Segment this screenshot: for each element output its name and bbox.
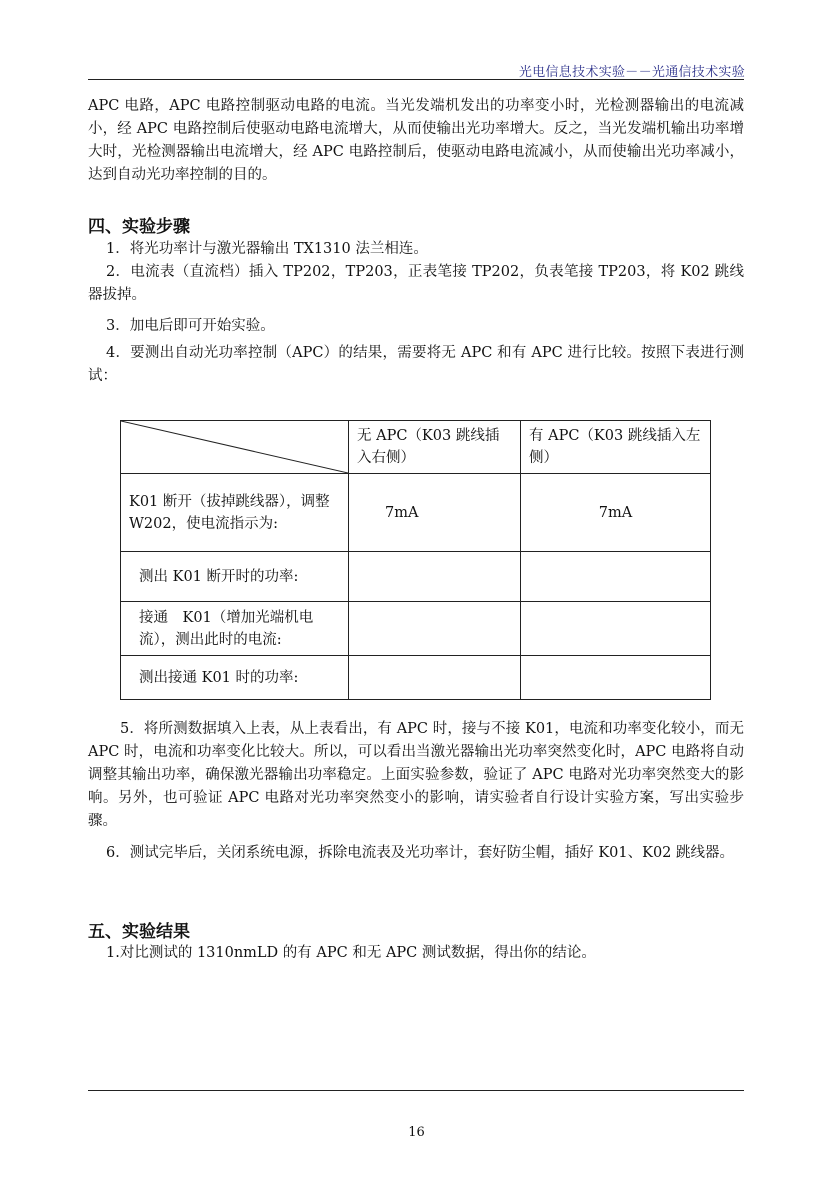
result-item-1: 1.对比测试的 1310nmLD 的有 APC 和无 APC 测试数据，得出你的结论。	[106, 945, 596, 961]
row-label: 接通 K01（增加光端机电流），测出此时的电流:	[121, 602, 349, 656]
cell-with-apc	[521, 656, 711, 700]
header-rule	[88, 79, 744, 80]
header-with-apc: 有 APC（K03 跳线插入左侧）	[521, 421, 711, 474]
step-3: 3．加电后即可开始实验。	[106, 318, 275, 334]
cell-with-apc	[521, 552, 711, 602]
diagonal-header-cell	[121, 421, 349, 474]
diagonal-line	[121, 421, 348, 473]
row-label: 测出接通 K01 时的功率:	[121, 656, 349, 700]
cell-with-apc	[521, 602, 711, 656]
cell-no-apc	[349, 552, 521, 602]
cell-no-apc	[349, 602, 521, 656]
step-5: 5．将所测数据填入上表，从上表看出，有 APC 时，接与不接 K01，电流和功率变化较小，而无 APC 时，电流和功率变化比较大。所以，可以看出当激光器输出光功率突然变化时，APC 电路将自动调整其输出功率，确保激光器输出功率稳定。上面实验参数，验证了 APC 电路对光功率突然变大的影响。另外，也可验证 APC 电路对光功率突然变小的影响，请实验者自行设计实验方案，写出实验步骤。	[88, 721, 744, 829]
table-row	[121, 474, 711, 552]
section-title-steps: 四、实验步骤	[88, 217, 190, 237]
cell-no-apc: 7mA	[349, 474, 521, 552]
header-no-apc: 无 APC（K03 跳线插入右侧）	[349, 421, 521, 474]
table-header-row	[121, 421, 711, 474]
step-4: 4．要测出自动光功率控制（APC）的结果，需要将无 APC 和有 APC 进行比较。按照下表进行测试：	[88, 345, 744, 384]
cell-with-apc: 7mA	[521, 474, 711, 552]
footer-rule	[88, 1090, 744, 1091]
table-row	[121, 656, 711, 700]
row-label: 测出 K01 断开时的功率:	[121, 552, 349, 602]
step-1: 1．将光功率计与激光器输出 TX1310 法兰相连。	[106, 241, 428, 257]
cell-no-apc	[349, 656, 521, 700]
measurement-table	[120, 420, 711, 700]
row-label: K01 断开（拔掉跳线器），调整 W202，使电流指示为:	[121, 474, 349, 552]
running-header: 光电信息技术实验－－光通信技术实验	[518, 65, 745, 80]
step-2: 2．电流表（直流档）插入 TP202，TP203，正表笔接 TP202，负表笔接 TP203，将 K02 跳线器拔掉。	[88, 264, 744, 303]
table-row	[121, 552, 711, 602]
page-number: 16	[408, 1125, 425, 1140]
table-row	[121, 602, 711, 656]
intro-paragraph: APC 电路，APC 电路控制驱动电路的电流。当光发端机发出的功率变小时，光检测器输出的电流减小，经 APC 电路控制后使驱动电路电流增大，从而使输出光功率增大。反之，当光发端机输出功率增大时，光检测器输出电流增大，经 APC 电路控制后，使驱动电路电流减小，从而使输出光功率减小，达到自动光功率控制的目的。	[88, 98, 744, 183]
step-6: 6．测试完毕后，关闭系统电源，拆除电流表及光功率计，套好防尘帽，插好 K01、K02 跳线器。	[106, 845, 735, 861]
section-title-results: 五、实验结果	[88, 922, 190, 942]
